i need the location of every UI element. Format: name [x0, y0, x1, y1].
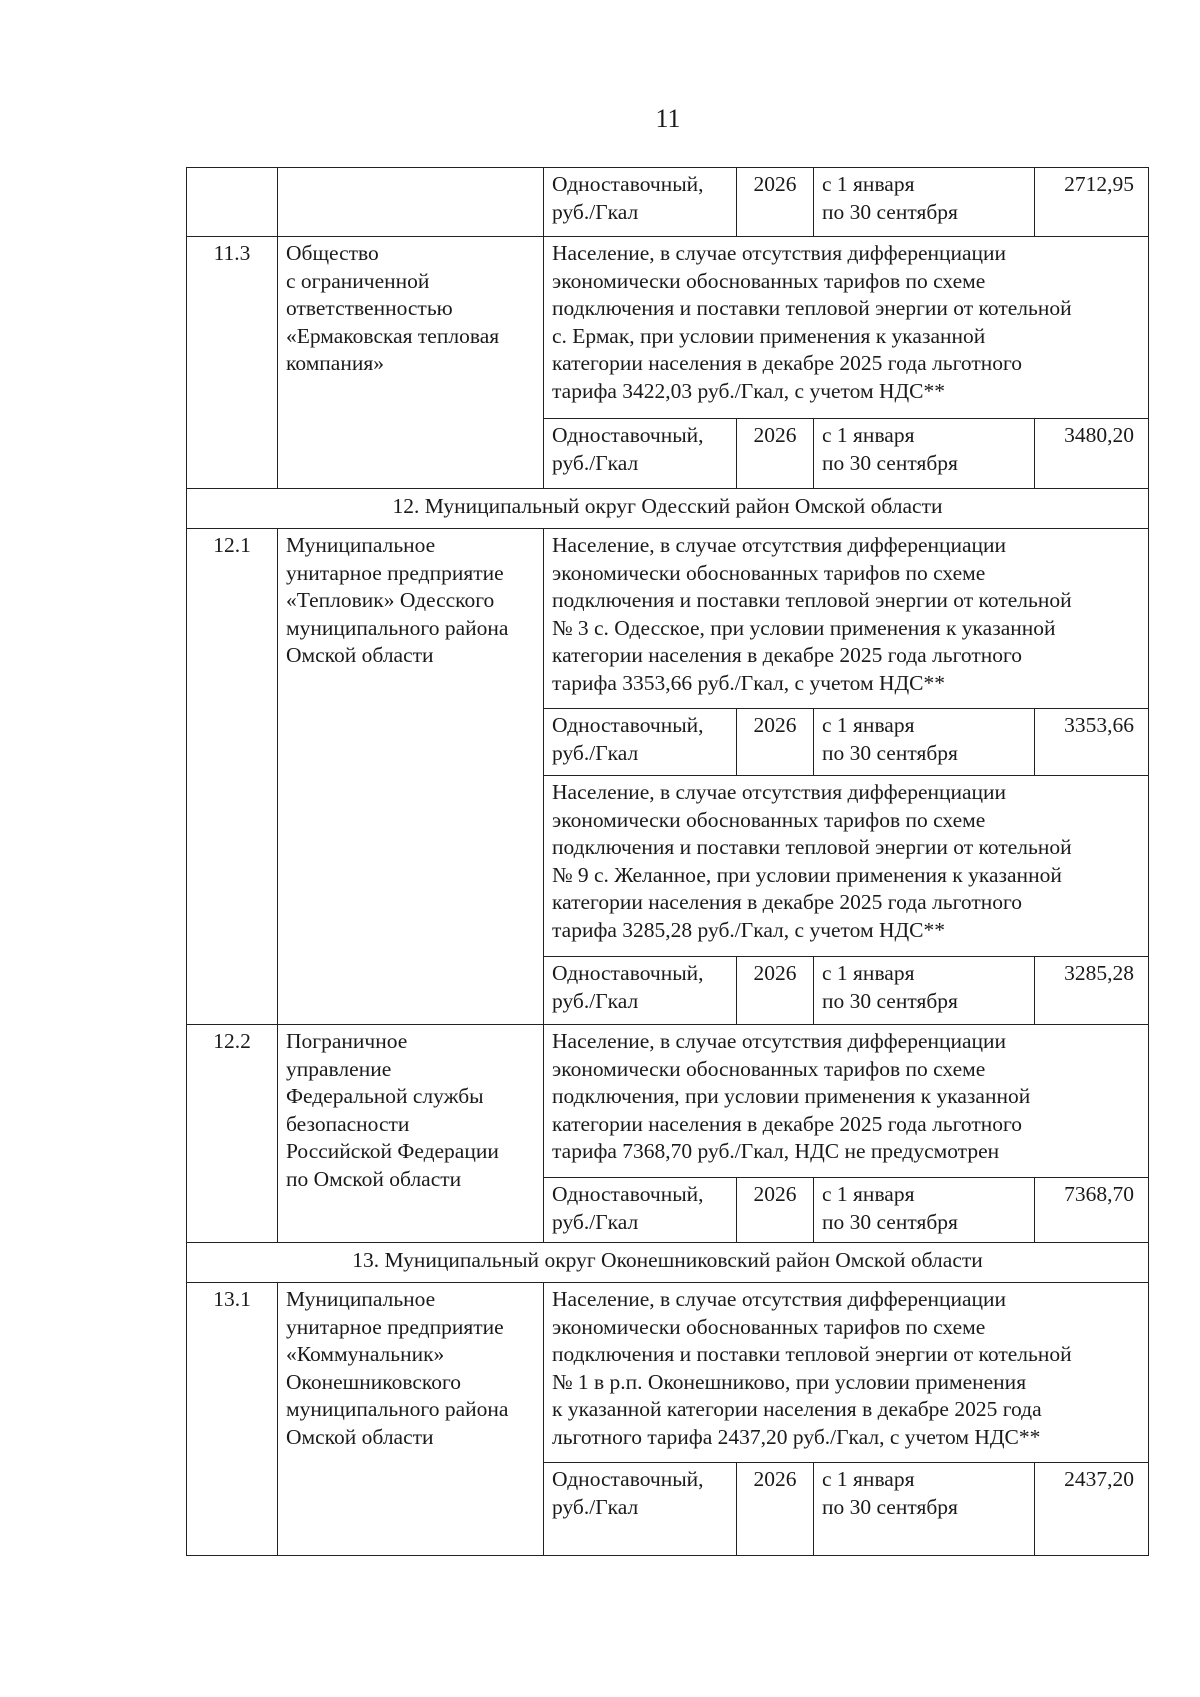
consumer-description: Население, в случае отсутствия дифференциации экономически обоснованных тарифов по схеме подключения и поставки тепловой энергии от котельной № 3 с. Одесское, при условии применения к указанной категории населения в декабре 2025 года льготного тарифа 3353,66 руб./Гкал, с учетом НДС** — [544, 529, 1149, 709]
tariff-type-cell: Одноставочный, руб./Гкал — [544, 957, 737, 1025]
period-cell: с 1 января по 30 сентября — [814, 1463, 1035, 1556]
section-heading: 13. Муниципальный округ Оконешниковский район Омской области — [187, 1243, 1149, 1283]
tariff-type-cell: Одноставочный, руб./Гкал — [544, 709, 737, 776]
consumer-description: Население, в случае отсутствия дифференциации экономически обоснованных тарифов по схеме подключения и поставки тепловой энергии от котельной с. Ермак, при условии применения к указанной категории населения в декабре 2025 года льготного тарифа 3422,03 руб./Гкал, с учетом НДС** — [544, 237, 1149, 419]
year-cell: 2026 — [737, 709, 814, 776]
table-row — [187, 529, 1149, 709]
value-cell: 3353,66 — [1035, 709, 1149, 776]
section-row — [187, 1243, 1149, 1283]
period-cell: с 1 января по 30 сентября — [814, 419, 1035, 489]
org-name: Муниципальное унитарное предприятие «Тепловик» Одесского муниципального района Омской области — [278, 529, 544, 1025]
period-cell: с 1 января по 30 сентября — [814, 709, 1035, 776]
consumer-description: Население, в случае отсутствия дифференциации экономически обоснованных тарифов по схеме подключения и поставки тепловой энергии от котельной № 1 в р.п. Оконешниково, при условии применения к указанной категории населения в декабре 2025 года льготного тарифа 2437,20 руб./Гкал, с учетом НДС** — [544, 1283, 1149, 1463]
year-cell: 2026 — [737, 168, 814, 237]
tariff-type-cell: Одноставочный, руб./Гкал — [544, 419, 737, 489]
tariff-type-cell: Одноставочный, руб./Гкал — [544, 168, 737, 237]
year-cell: 2026 — [737, 419, 814, 489]
table-row — [187, 237, 1149, 419]
page-number: 11 — [655, 104, 681, 133]
item-number: 12.1 — [187, 529, 278, 1025]
item-number: 12.2 — [187, 1025, 278, 1243]
period-cell: с 1 января по 30 сентября — [814, 168, 1035, 237]
consumer-description: Население, в случае отсутствия дифференциации экономически обоснованных тарифов по схеме подключения, при условии применения к указанной категории населения в декабре 2025 года льготного тарифа 7368,70 руб./Гкал, НДС не предусмотрен — [544, 1025, 1149, 1178]
value-cell: 2712,95 — [1035, 168, 1149, 237]
table-row — [187, 1025, 1149, 1178]
year-cell: 2026 — [737, 1463, 814, 1556]
value-cell: 2437,20 — [1035, 1463, 1149, 1556]
org-name: Пограничное управление Федеральной службы безопасности Российской Федерации по Омской области — [278, 1025, 544, 1243]
org-name: Общество с ограниченной ответственностью «Ермаковская тепловая компания» — [278, 237, 544, 489]
tariff-type-cell: Одноставочный, руб./Гкал — [544, 1178, 737, 1243]
num-cell — [187, 168, 278, 237]
year-cell: 2026 — [737, 957, 814, 1025]
table-row — [187, 168, 1149, 237]
tariff-table — [186, 167, 1149, 1556]
value-cell: 3480,20 — [1035, 419, 1149, 489]
value-cell: 7368,70 — [1035, 1178, 1149, 1243]
item-number: 13.1 — [187, 1283, 278, 1556]
table-row — [187, 1283, 1149, 1463]
year-cell: 2026 — [737, 1178, 814, 1243]
period-cell: с 1 января по 30 сентября — [814, 1178, 1035, 1243]
item-number: 11.3 — [187, 237, 278, 489]
org-cell — [278, 168, 544, 237]
value-cell: 3285,28 — [1035, 957, 1149, 1025]
org-name: Муниципальное унитарное предприятие «Коммунальник» Оконешниковского муниципального района Омской области — [278, 1283, 544, 1556]
section-row — [187, 489, 1149, 529]
consumer-description: Население, в случае отсутствия дифференциации экономически обоснованных тарифов по схеме подключения и поставки тепловой энергии от котельной № 9 с. Желанное, при условии применения к указанной категории населения в декабре 2025 года льготного тарифа 3285,28 руб./Гкал, с учетом НДС** — [544, 776, 1149, 957]
section-heading: 12. Муниципальный округ Одесский район Омской области — [187, 489, 1149, 529]
tariff-type-cell: Одноставочный, руб./Гкал — [544, 1463, 737, 1556]
period-cell: с 1 января по 30 сентября — [814, 957, 1035, 1025]
